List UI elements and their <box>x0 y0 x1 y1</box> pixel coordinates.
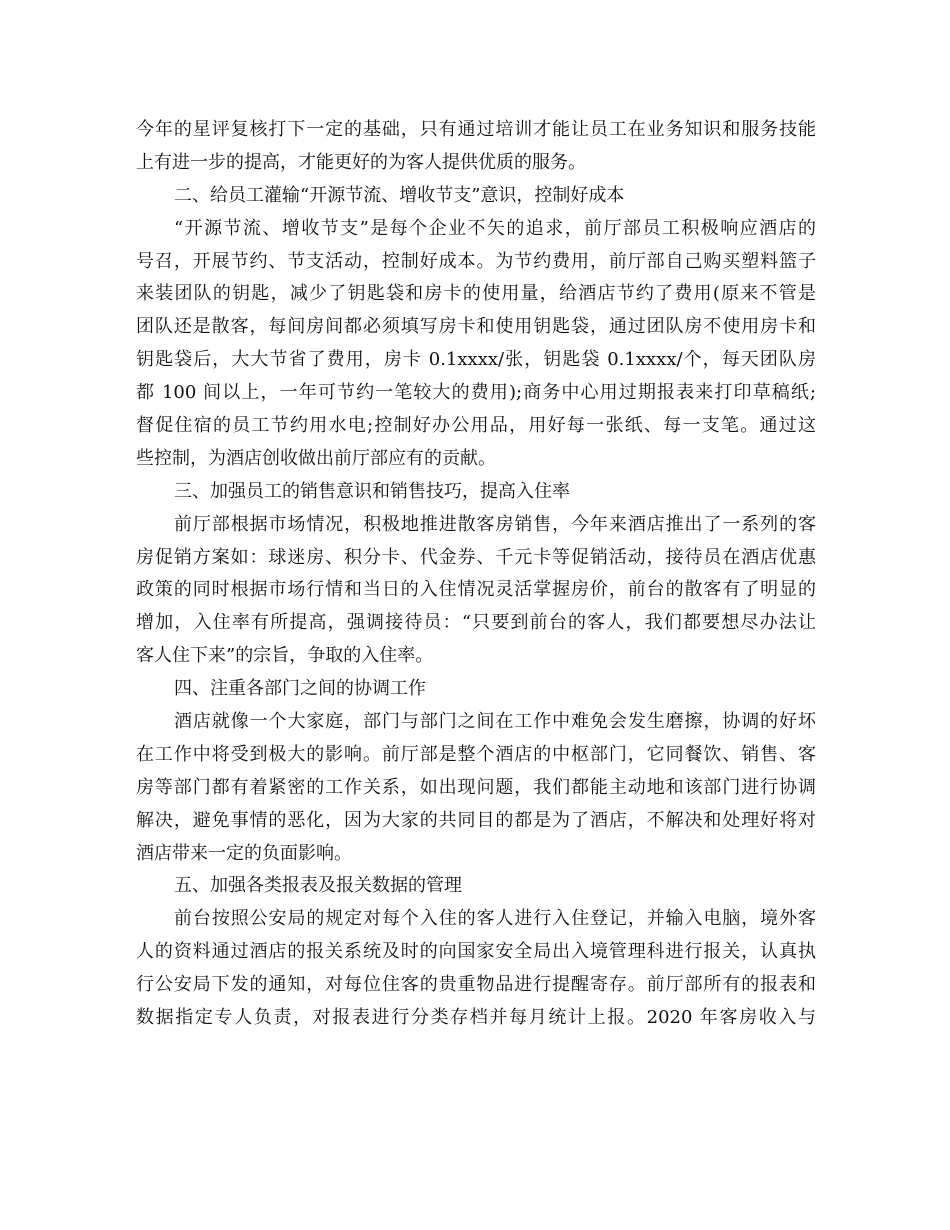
paragraph-line: 今年的星评复核打下一定的基础，只有通过培训才能让员工在业务知识和服务技能 <box>136 119 816 140</box>
paragraph-line: 前台按照公安局的规定对每个入住的客人进行入住登记，并输入电脑，境外客 <box>174 908 816 930</box>
section-heading: 四、注重各部门之间的协调工作 <box>174 678 426 700</box>
document-body <box>136 114 816 1035</box>
paragraph-line: 房促销方案如：球迷房、积分卡、代金券、千元卡等促销活动，接待员在酒店优惠 <box>136 546 816 568</box>
paragraph-line: 都 100 间以上，一年可节约一笔较大的费用);商务中心用过期报表来打印草稿纸; <box>136 382 816 404</box>
paragraph-line: 团队还是散客，每间房间都必须填写房卡和使用钥匙袋，通过团队房不使用房卡和 <box>136 316 816 338</box>
paragraph-line: 酒店就像一个大家庭，部门与部门之间在工作中难免会发生磨擦，协调的好坏 <box>174 711 816 733</box>
paragraph-line: “开源节流、增收节支”是每个企业不矢的追求，前厅部员工积极响应酒店的 <box>174 217 816 239</box>
paragraph-line: 解决，避免事情的恶化，因为大家的共同目的都是为了酒店，不解决和处理好将对 <box>136 809 816 831</box>
section-heading: 五、加强各类报表及报关数据的管理 <box>174 875 462 897</box>
paragraph-line: 增加，入住率有所提高，强调接待员：“只要到前台的客人，我们都要想尽办法让 <box>136 612 816 634</box>
paragraph-line: 酒店带来一定的负面影响。 <box>136 842 352 864</box>
paragraph-line: 些控制，为酒店创收做出前厅部应有的贡献。 <box>136 447 496 469</box>
paragraph-line: 人的资料通过酒店的报关系统及时的向国家安全局出入境管理科进行报关，认真执 <box>136 941 816 963</box>
paragraph-line: 房等部门都有着紧密的工作关系，如出现问题，我们都能主动地和该部门进行协调 <box>136 776 816 798</box>
paragraph-line: 客人住下来”的宗旨，争取的入住率。 <box>136 645 434 667</box>
section-heading: 三、加强员工的销售意识和销售技巧，提高入住率 <box>174 480 570 502</box>
paragraph-line: 督促住宿的员工节约用水电;控制好办公用品，用好每一张纸、每一支笔。通过这 <box>136 415 816 437</box>
paragraph-line: 行公安局下发的通知，对每位住客的贵重物品进行提醒寄存。前厅部所有的报表和 <box>136 974 816 996</box>
paragraph-line: 政策的同时根据市场行情和当日的入住情况灵活掌握房价，前台的散客有了明显的 <box>136 579 816 601</box>
section-heading: 二、给员工灌输“开源节流、增收节支”意识，控制好成本 <box>174 184 625 206</box>
paragraph-line: 钥匙袋后，大大节省了费用，房卡 0.1xxxx/张，钥匙袋 0.1xxxx/个，每天团队房 <box>136 349 816 371</box>
paragraph-line: 前厅部根据市场情况，积极地推进散客房销售，今年来酒店推出了一系列的客 <box>174 513 816 535</box>
paragraph-line: 号召，开展节约、节支活动，控制好成本。为节约费用，前厅部自己购买塑料篮子 <box>136 250 816 272</box>
paragraph-line: 在工作中将受到极大的影响。前厅部是整个酒店的中枢部门，它同餐饮、销售、客 <box>136 743 816 765</box>
paragraph-line: 上有进一步的提高，才能更好的为客人提供优质的服务。 <box>136 151 586 173</box>
paragraph-line: 数据指定专人负责，对报表进行分类存档并每月统计上报。2020 年客房收入与 <box>136 1007 816 1029</box>
paragraph-line: 来装团队的钥匙，减少了钥匙袋和房卡的使用量，给酒店节约了费用(原来不管是 <box>136 283 816 305</box>
